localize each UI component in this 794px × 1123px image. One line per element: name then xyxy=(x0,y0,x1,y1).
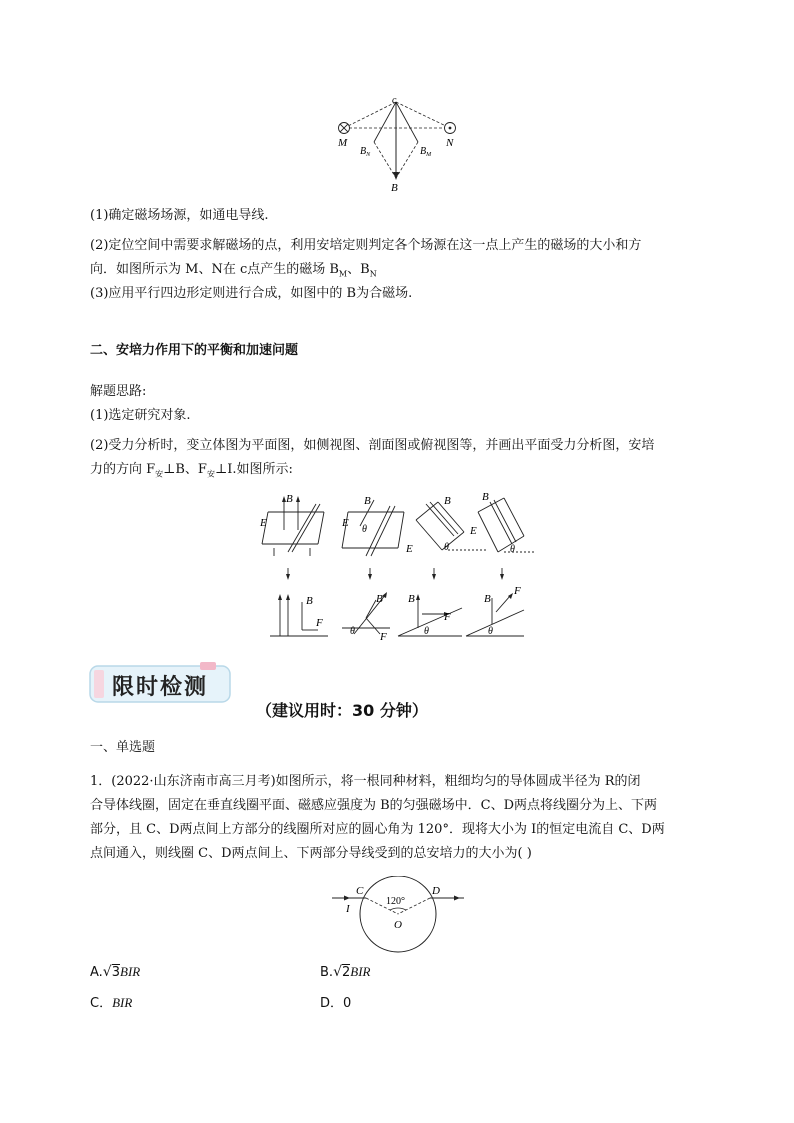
fig2-label-theta8: θ xyxy=(488,626,493,637)
step3-line: (3)应用平行四边形定则进行合成，如图中的 B为合磁场. xyxy=(90,286,413,301)
fig1-label-bn: $B_N$ xyxy=(360,146,371,158)
fig2-label-b7: B xyxy=(408,593,415,605)
loop-figure xyxy=(328,876,468,956)
badge-title: 限时检测 xyxy=(112,675,209,700)
step2-line-cont: 向．如图所示为 M、N在 c点产生的磁场 $B_M$、$B_N$ xyxy=(90,262,377,279)
step2-line: (2)定位空间中需要求解磁场的点，利用安培定则判定各个场源在这一点上产生的磁场的大小和方 xyxy=(90,238,642,253)
option-d[interactable]: D．0 xyxy=(320,996,352,1011)
fig3-label-c: C xyxy=(356,885,364,897)
section2-step2: (2)受力分析时，变立体图为平面图，如侧视图、剖面图或俯视图等，并画出平面受力分析图，安培 xyxy=(90,438,655,453)
fig2-label-e3: E xyxy=(406,543,413,555)
option-a[interactable]: A.√3BIR xyxy=(90,964,141,980)
fig2-label-b2: B xyxy=(364,495,371,507)
fig2-label-b5: B xyxy=(306,595,313,607)
step1-line: (1)确定磁场场源，如通电导线. xyxy=(90,208,269,223)
fig2-label-f5: F xyxy=(316,617,323,629)
q1-line3: 部分，且 C、D两点间上方部分的线圈所对应的圆心角为 120°．现将大小为 I的恒定电流自 C、D两 xyxy=(90,822,665,837)
fig1-label-c: c xyxy=(392,95,397,106)
section2-intro: 解题思路: xyxy=(90,384,147,399)
fig1-label-m: M xyxy=(338,137,348,149)
fig2-label-theta2: θ xyxy=(362,524,367,535)
force-analysis-figure xyxy=(258,490,538,642)
fig2-label-theta7: θ xyxy=(424,626,429,637)
fig2-label-theta6: θ xyxy=(350,626,355,637)
fig2-label-theta4: θ xyxy=(510,544,515,555)
section3-title: 一、单选题 xyxy=(90,740,156,755)
fig2-label-b4: B xyxy=(482,491,489,503)
fig2-label-b6: B xyxy=(376,593,383,605)
field-superposition-figure xyxy=(330,92,470,196)
fig3-label-i: I xyxy=(346,903,350,915)
fig2-label-f8: F xyxy=(514,585,521,597)
fig2-label-f7: F xyxy=(444,611,451,623)
fig2-label-e2: E xyxy=(342,517,349,529)
fig3-label-o: O xyxy=(394,919,402,931)
fig2-label-b8: B xyxy=(484,593,491,605)
q1-line2: 合导体线圈，固定在垂直线圈平面、磁感应强度为 B的匀强磁场中．C、D两点将线圈分为上、下两 xyxy=(90,798,658,813)
fig2-label-theta3: θ xyxy=(444,542,449,553)
section2-step2-cont: 力的方向 $F_安\perp B$、$F_安\perp I$.如图所示: xyxy=(90,462,293,479)
q1-line4: 点间通入，则线圈 C、D两点间上、下两部分导线受到的总安培力的大小为( ) xyxy=(90,846,532,861)
fig2-label-b1: B xyxy=(286,493,293,505)
option-c[interactable]: C．BIR xyxy=(90,995,133,1011)
option-b[interactable]: B.√2BIR xyxy=(320,964,371,980)
fig1-label-bm: $B_M$ xyxy=(420,146,432,158)
q1-line1: 1．(2022·山东济南市高三月考)如图所示，将一根同种材料，粗细均匀的导体圆成半径为 R的闭 xyxy=(90,774,641,789)
fig2-label-f6: F xyxy=(380,631,387,642)
section2-title: 二、安培力作用下的平衡和加速问题 xyxy=(90,343,299,358)
fig1-label-n: N xyxy=(446,137,454,149)
fig2-label-e4: E xyxy=(470,525,477,537)
time-hint: （建议用时：30 分钟） xyxy=(256,701,428,720)
section2-step1: (1)选定研究对象. xyxy=(90,408,191,423)
fig3-label-d: D xyxy=(432,885,440,897)
fig2-label-e1: E xyxy=(260,517,267,529)
fig2-label-b3: B xyxy=(444,495,451,507)
fig1-label-b: B xyxy=(391,182,398,194)
fig3-label-angle: 120° xyxy=(386,896,405,907)
